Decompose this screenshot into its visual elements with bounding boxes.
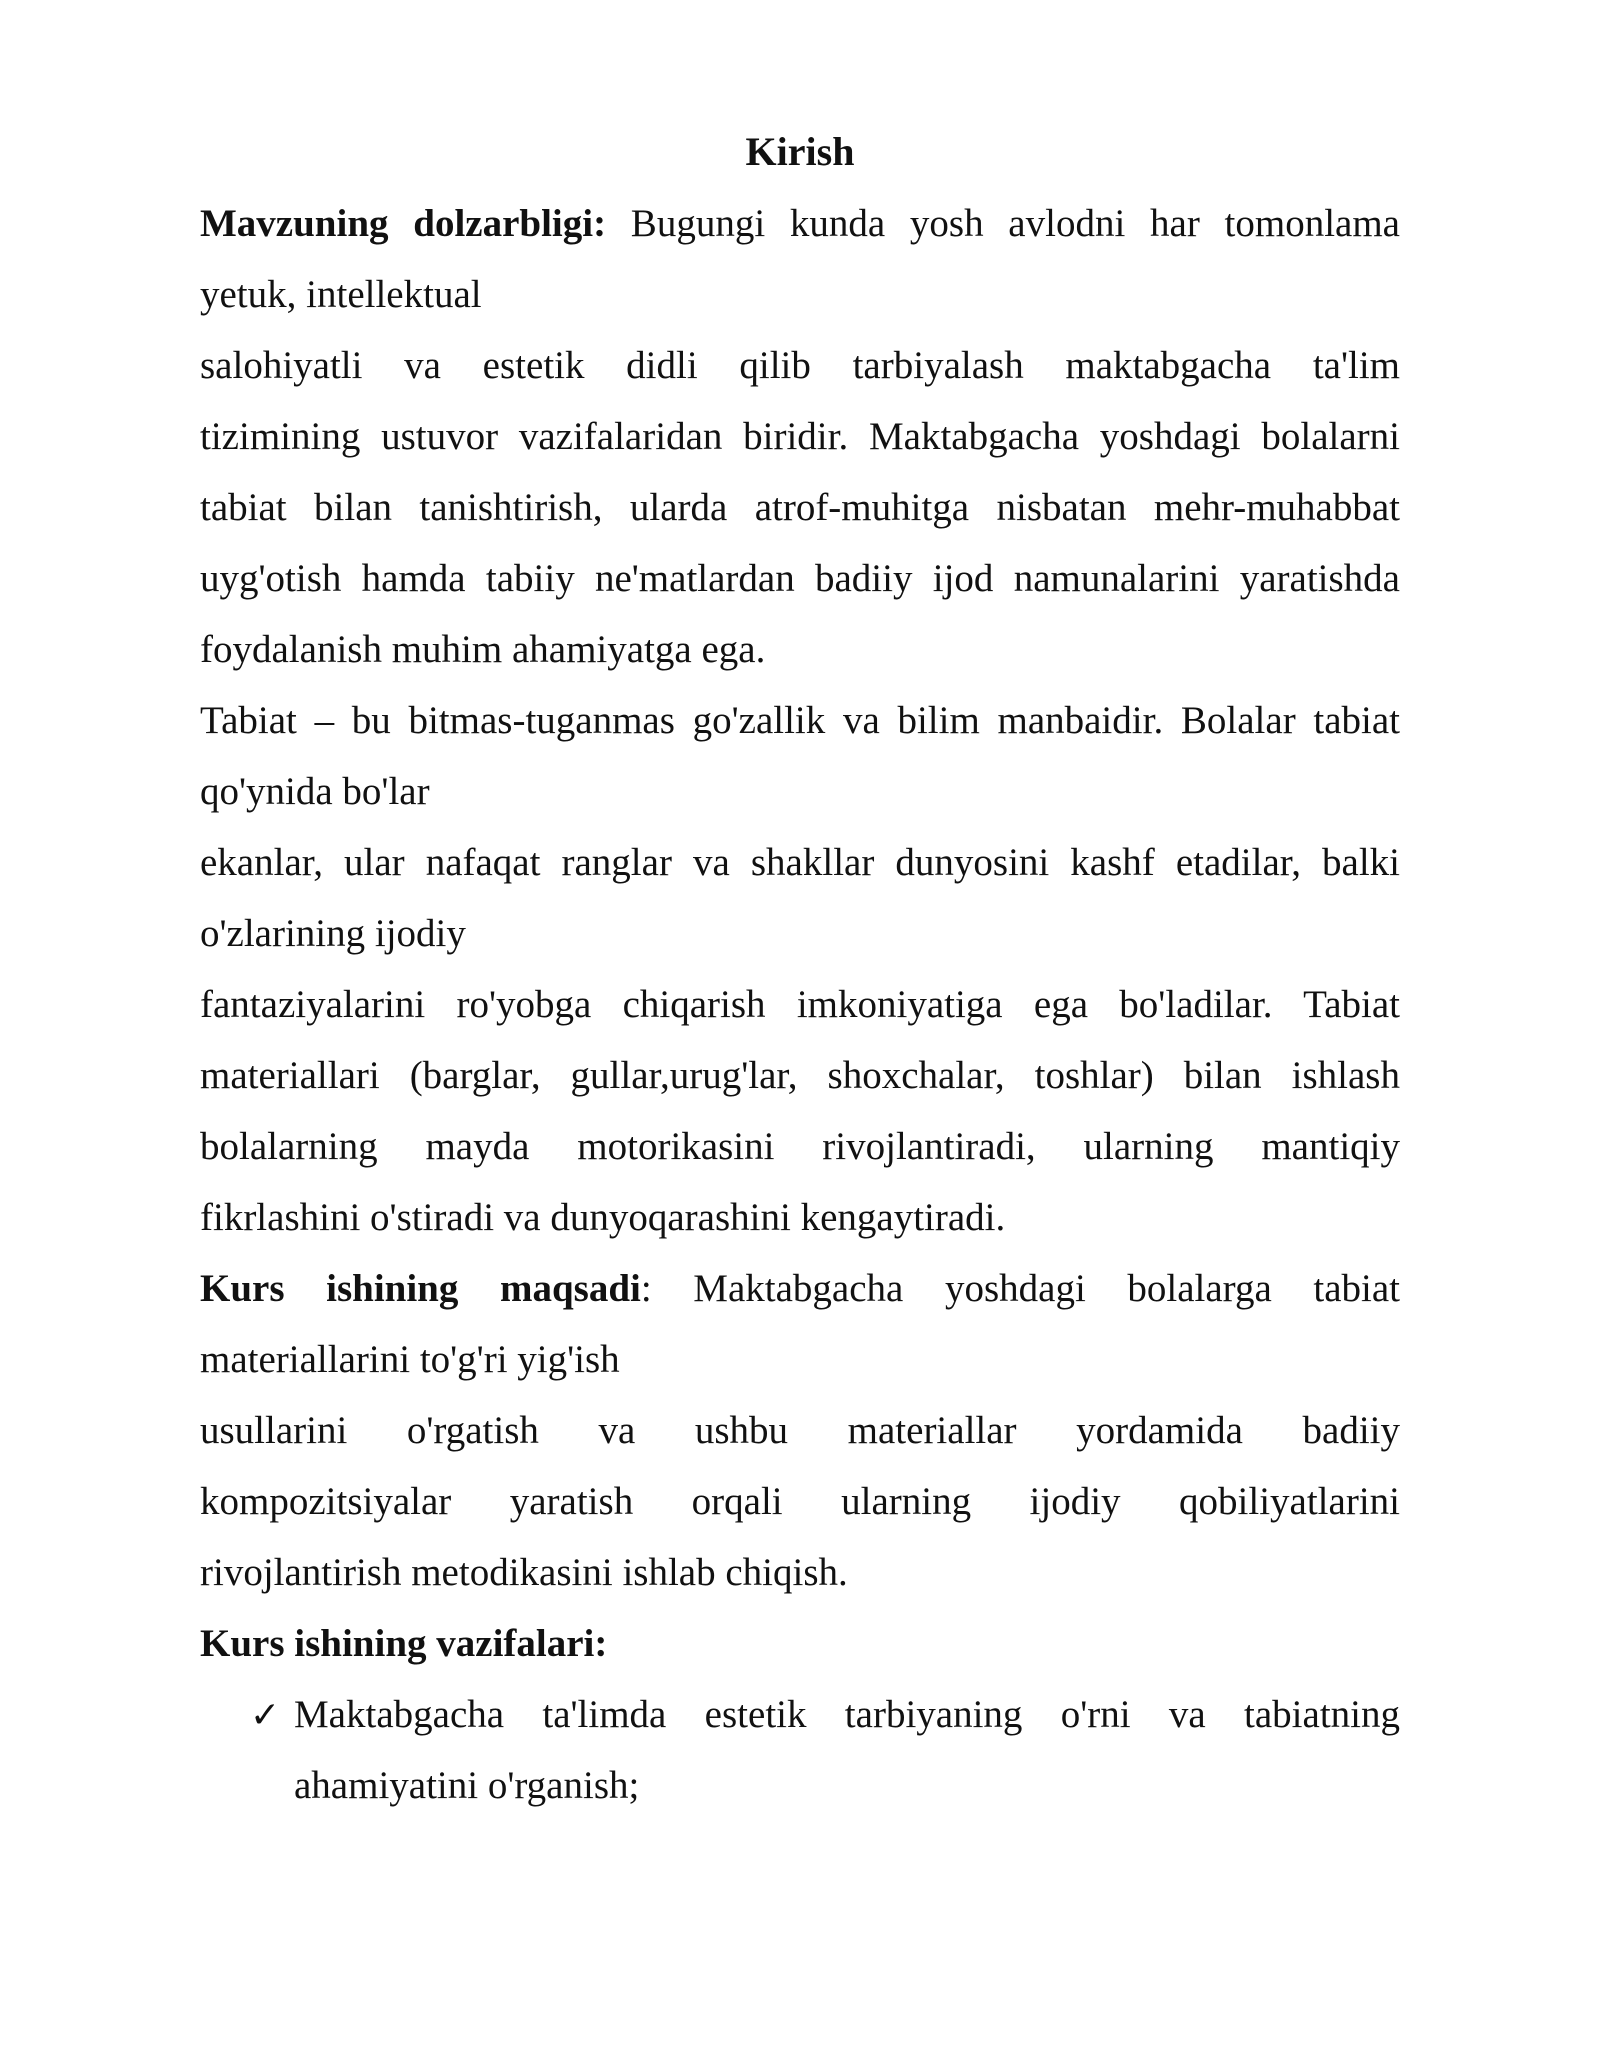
paragraph-line: qo'ynida bo'lar xyxy=(200,770,430,813)
paragraph-line: o'zlarining ijodiy xyxy=(200,912,466,955)
section-label: Kurs ishining maqsadi xyxy=(200,1267,641,1310)
paragraph-line xyxy=(200,1261,1400,1317)
list-item-line: Maktabgacha ta'limda estetik tarbiyaning o'rni va tabiatning xyxy=(294,1693,1400,1736)
paragraph-line: salohiyatli va estetik didli qilib tarbiyalash maktabgacha ta'lim xyxy=(200,344,1400,387)
paragraph-line: bolalarning mayda motorikasini rivojlantiradi, ularning mantiqiy xyxy=(200,1125,1400,1168)
paragraph-line: ekanlar, ular nafaqat ranglar va shakllar dunyosini kashf etadilar, balki xyxy=(200,841,1400,884)
paragraph-line: uyg'otish hamda tabiiy ne'matlardan badiiy ijod namunalarini yaratishda xyxy=(200,557,1400,600)
paragraph-line: foydalanish muhim ahamiyatga ega. xyxy=(200,628,766,671)
paragraph-line: yetuk, intellektual xyxy=(200,273,482,316)
paragraph-line: tizimining ustuvor vazifalaridan biridir. Maktabgacha yoshdagi bolalarni xyxy=(200,415,1400,458)
paragraph-text: Bugungi kunda yosh avlodni har tomonlama xyxy=(606,202,1400,245)
tasks-heading: Kurs ishining vazifalari: xyxy=(200,1622,608,1665)
section-label: Mavzuning dolzarbligi: xyxy=(200,202,607,245)
page-title: Kirish xyxy=(745,129,855,174)
paragraph-line: fantaziyalarini ro'yobga chiqarish imkoniyatiga ega bo'ladilar. Tabiat xyxy=(200,983,1400,1026)
paragraph-line: fikrlashini o'stiradi va dunyoqarashini kengaytiradi. xyxy=(200,1196,1006,1239)
paragraph-line xyxy=(200,196,1400,252)
paragraph-line: materiallarini to'g'ri yig'ish xyxy=(200,1338,620,1381)
paragraph-line: materiallari (barglar, gullar,urug'lar, shoxchalar, toshlar) bilan ishlash xyxy=(200,1054,1400,1097)
paragraph-text: : Maktabgacha yoshdagi bolalarga tabiat xyxy=(640,1267,1400,1310)
list-item-line: ahamiyatini o'rganish; xyxy=(294,1764,640,1807)
paragraph-line: Tabiat – bu bitmas-tuganmas go'zallik va bilim manbaidir. Bolalar tabiat xyxy=(200,699,1400,742)
paragraph-line: tabiat bilan tanishtirish, ularda atrof-muhitga nisbatan mehr-muhabbat xyxy=(200,486,1400,529)
paragraph-line: kompozitsiyalar yaratish orqali ularning ijodiy qobiliyatlarini xyxy=(200,1480,1400,1523)
checkmark-icon: ✓ xyxy=(250,1695,281,1735)
paragraph-line: rivojlantirish metodikasini ishlab chiqish. xyxy=(200,1551,848,1594)
paragraph-line: usullarini o'rgatish va ushbu materiallar yordamida badiiy xyxy=(200,1409,1400,1452)
